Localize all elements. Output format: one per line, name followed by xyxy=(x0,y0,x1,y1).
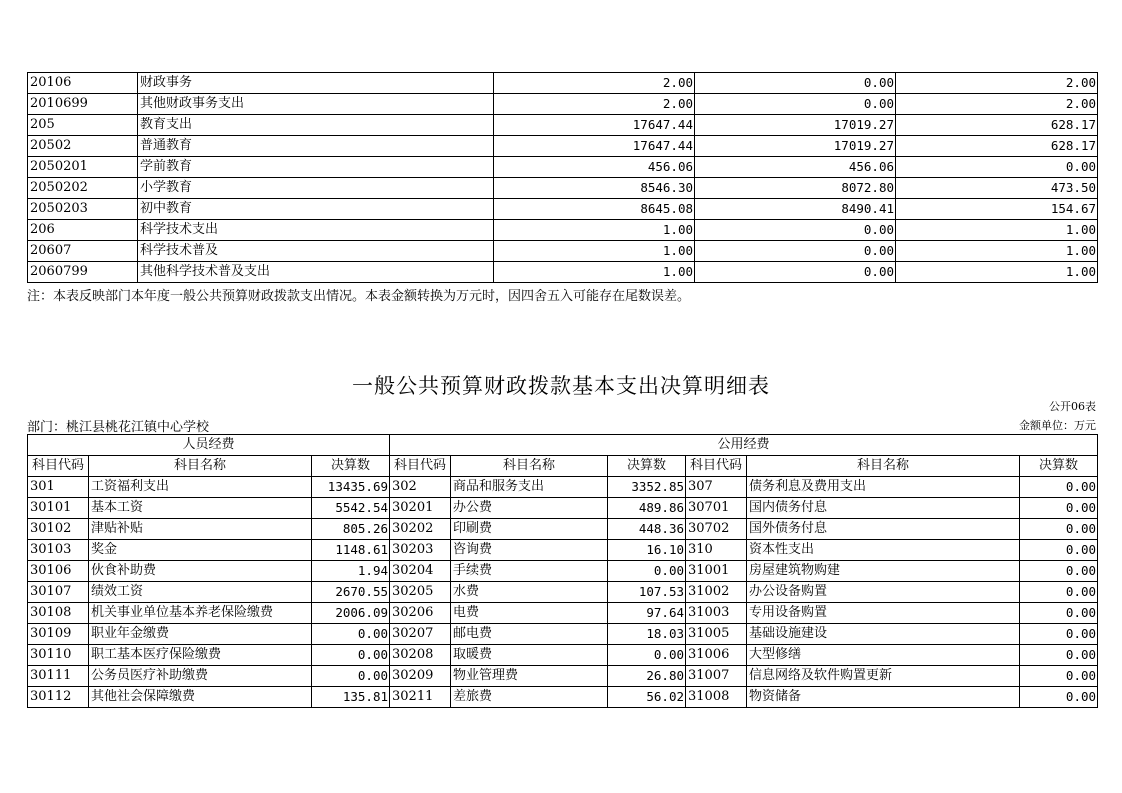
subject-code-cell: 2050202 xyxy=(28,178,138,199)
subject-name-cell: 教育支出 xyxy=(138,115,494,136)
table-row xyxy=(28,136,1098,157)
subject-name-cell: 其他财政事务支出 xyxy=(138,94,494,115)
total-amount-cell: 1.00 xyxy=(494,220,695,241)
basic-expense-cell: 17019.27 xyxy=(695,115,896,136)
personnel-name-cell: 其他社会保障缴费 xyxy=(89,687,312,708)
public-name-cell: 邮电费 xyxy=(451,624,608,645)
public-name-cell: 电费 xyxy=(451,603,608,624)
table-row xyxy=(28,561,1098,582)
public-code-cell: 30201 xyxy=(390,498,451,519)
col-amount-header: 决算数 xyxy=(1020,456,1098,477)
public-name-cell: 债务利息及费用支出 xyxy=(747,477,1020,498)
project-expense-cell: 2.00 xyxy=(896,73,1098,94)
table-row xyxy=(28,199,1098,220)
personnel-code-cell: 30112 xyxy=(28,687,89,708)
appropriation-expenditure-table xyxy=(27,72,1098,283)
public-amount-cell: 0.00 xyxy=(608,645,686,666)
public-code-cell: 31003 xyxy=(686,603,747,624)
public-amount-cell: 0.00 xyxy=(1020,582,1098,603)
project-expense-cell: 628.17 xyxy=(896,115,1098,136)
table-row xyxy=(28,519,1098,540)
personnel-amount-cell: 0.00 xyxy=(312,624,390,645)
personnel-name-cell: 公务员医疗补助缴费 xyxy=(89,666,312,687)
public-code-cell: 31005 xyxy=(686,624,747,645)
public-amount-cell: 0.00 xyxy=(1020,645,1098,666)
personnel-name-cell: 职工基本医疗保险缴费 xyxy=(89,645,312,666)
personnel-amount-cell: 805.26 xyxy=(312,519,390,540)
total-amount-cell: 17647.44 xyxy=(494,115,695,136)
subject-code-cell: 20607 xyxy=(28,241,138,262)
personnel-code-cell: 30101 xyxy=(28,498,89,519)
page-title: 一般公共预算财政拨款基本支出决算明细表 xyxy=(352,374,770,398)
personnel-amount-cell: 0.00 xyxy=(312,645,390,666)
subject-code-cell: 206 xyxy=(28,220,138,241)
public-name-cell: 大型修缮 xyxy=(747,645,1020,666)
basic-expense-cell: 0.00 xyxy=(695,220,896,241)
project-expense-cell: 1.00 xyxy=(896,220,1098,241)
group-public-header: 公用经费 xyxy=(390,435,1098,456)
public-name-cell: 专用设备购置 xyxy=(747,603,1020,624)
public-name-cell: 办公费 xyxy=(451,498,608,519)
public-name-cell: 信息网络及软件购置更新 xyxy=(747,666,1020,687)
public-name-cell: 商品和服务支出 xyxy=(451,477,608,498)
public-code-cell: 31006 xyxy=(686,645,747,666)
public-amount-cell: 26.80 xyxy=(608,666,686,687)
project-expense-cell: 1.00 xyxy=(896,262,1098,283)
personnel-amount-cell: 1148.61 xyxy=(312,540,390,561)
table-row xyxy=(28,178,1098,199)
table-row xyxy=(28,540,1098,561)
public-name-cell: 房屋建筑物购建 xyxy=(747,561,1020,582)
total-amount-cell: 8546.30 xyxy=(494,178,695,199)
personnel-name-cell: 基本工资 xyxy=(89,498,312,519)
group-personnel-header: 人员经费 xyxy=(28,435,390,456)
public-code-cell: 30206 xyxy=(390,603,451,624)
project-expense-cell: 2.00 xyxy=(896,94,1098,115)
total-amount-cell: 8645.08 xyxy=(494,199,695,220)
subject-code-cell: 20502 xyxy=(28,136,138,157)
public-name-cell: 水费 xyxy=(451,582,608,603)
subject-name-cell: 科学技术普及 xyxy=(138,241,494,262)
public-name-cell: 咨询费 xyxy=(451,540,608,561)
table-row xyxy=(28,687,1098,708)
subject-code-cell: 2050201 xyxy=(28,157,138,178)
public-amount-cell: 0.00 xyxy=(608,561,686,582)
basic-expense-cell: 8490.41 xyxy=(695,199,896,220)
table-row xyxy=(28,241,1098,262)
personnel-code-cell: 30106 xyxy=(28,561,89,582)
appropriation-table-body xyxy=(28,73,1098,283)
col-name-header: 科目名称 xyxy=(747,456,1020,477)
basic-expense-cell: 0.00 xyxy=(695,73,896,94)
subject-code-cell: 20106 xyxy=(28,73,138,94)
basic-expense-cell: 0.00 xyxy=(695,94,896,115)
public-amount-cell: 489.86 xyxy=(608,498,686,519)
public-amount-cell: 56.02 xyxy=(608,687,686,708)
basic-expense-cell: 456.06 xyxy=(695,157,896,178)
public-amount-cell: 0.00 xyxy=(1020,561,1098,582)
public-amount-cell: 0.00 xyxy=(1020,666,1098,687)
subject-code-cell: 2060799 xyxy=(28,262,138,283)
personnel-name-cell: 绩效工资 xyxy=(89,582,312,603)
subject-name-cell: 财政事务 xyxy=(138,73,494,94)
personnel-name-cell: 工资福利支出 xyxy=(89,477,312,498)
public-amount-cell: 16.10 xyxy=(608,540,686,561)
public-name-cell: 基础设施建设 xyxy=(747,624,1020,645)
public-amount-cell: 0.00 xyxy=(1020,687,1098,708)
public-code-cell: 307 xyxy=(686,477,747,498)
table-row xyxy=(28,498,1098,519)
public-code-cell: 31001 xyxy=(686,561,747,582)
public-code-cell: 302 xyxy=(390,477,451,498)
column-header-row xyxy=(28,456,1098,477)
personnel-code-cell: 30110 xyxy=(28,645,89,666)
personnel-code-cell: 30107 xyxy=(28,582,89,603)
personnel-amount-cell: 2006.09 xyxy=(312,603,390,624)
public-name-cell: 印刷费 xyxy=(451,519,608,540)
col-name-header: 科目名称 xyxy=(89,456,312,477)
public-amount-cell: 3352.85 xyxy=(608,477,686,498)
personnel-name-cell: 机关事业单位基本养老保险缴费 xyxy=(89,603,312,624)
public-name-cell: 手续费 xyxy=(451,561,608,582)
col-code-header: 科目代码 xyxy=(686,456,747,477)
public-code-cell: 30202 xyxy=(390,519,451,540)
total-amount-cell: 1.00 xyxy=(494,262,695,283)
public-code-cell: 31002 xyxy=(686,582,747,603)
public-amount-cell: 0.00 xyxy=(1020,498,1098,519)
total-amount-cell: 2.00 xyxy=(494,94,695,115)
subject-name-cell: 小学教育 xyxy=(138,178,494,199)
public-code-cell: 30208 xyxy=(390,645,451,666)
public-name-cell: 取暖费 xyxy=(451,645,608,666)
public-amount-cell: 0.00 xyxy=(1020,519,1098,540)
public-code-cell: 310 xyxy=(686,540,747,561)
public-amount-cell: 107.53 xyxy=(608,582,686,603)
subject-code-cell: 2050203 xyxy=(28,199,138,220)
basic-expense-cell: 8072.80 xyxy=(695,178,896,199)
public-name-cell: 国内债务付息 xyxy=(747,498,1020,519)
subject-name-cell: 其他科学技术普及支出 xyxy=(138,262,494,283)
table-row xyxy=(28,624,1098,645)
subject-name-cell: 科学技术支出 xyxy=(138,220,494,241)
public-name-cell: 资本性支出 xyxy=(747,540,1020,561)
public-code-cell: 31008 xyxy=(686,687,747,708)
project-expense-cell: 0.00 xyxy=(896,157,1098,178)
basic-expense-cell: 17019.27 xyxy=(695,136,896,157)
public-name-cell: 物资储备 xyxy=(747,687,1020,708)
personnel-code-cell: 30102 xyxy=(28,519,89,540)
personnel-name-cell: 伙食补助费 xyxy=(89,561,312,582)
group-header-row xyxy=(28,435,1098,456)
personnel-amount-cell: 1.94 xyxy=(312,561,390,582)
amount-unit-label: 金额单位：万元 xyxy=(1019,419,1096,432)
public-amount-cell: 0.00 xyxy=(1020,477,1098,498)
detail-table-body xyxy=(28,477,1098,708)
personnel-code-cell: 30103 xyxy=(28,540,89,561)
basic-expenditure-detail-table xyxy=(27,434,1098,708)
table-row xyxy=(28,603,1098,624)
public-name-cell: 物业管理费 xyxy=(451,666,608,687)
col-code-header: 科目代码 xyxy=(28,456,89,477)
public-code-cell: 30701 xyxy=(686,498,747,519)
personnel-code-cell: 30109 xyxy=(28,624,89,645)
public-amount-cell: 0.00 xyxy=(1020,624,1098,645)
public-code-cell: 30203 xyxy=(390,540,451,561)
personnel-code-cell: 30111 xyxy=(28,666,89,687)
table-row xyxy=(28,115,1098,136)
personnel-amount-cell: 13435.69 xyxy=(312,477,390,498)
personnel-amount-cell: 135.81 xyxy=(312,687,390,708)
public-code-cell: 30702 xyxy=(686,519,747,540)
subject-code-cell: 2010699 xyxy=(28,94,138,115)
project-expense-cell: 154.67 xyxy=(896,199,1098,220)
personnel-name-cell: 奖金 xyxy=(89,540,312,561)
personnel-name-cell: 职业年金缴费 xyxy=(89,624,312,645)
table-row xyxy=(28,262,1098,283)
personnel-code-cell: 301 xyxy=(28,477,89,498)
table-row xyxy=(28,666,1098,687)
table-row xyxy=(28,645,1098,666)
form-code: 公开06表 xyxy=(1049,400,1096,413)
personnel-amount-cell: 5542.54 xyxy=(312,498,390,519)
col-code-header: 科目代码 xyxy=(390,456,451,477)
table-row xyxy=(28,582,1098,603)
public-name-cell: 办公设备购置 xyxy=(747,582,1020,603)
table-row xyxy=(28,220,1098,241)
public-amount-cell: 0.00 xyxy=(1020,540,1098,561)
personnel-amount-cell: 2670.55 xyxy=(312,582,390,603)
project-expense-cell: 628.17 xyxy=(896,136,1098,157)
subject-name-cell: 学前教育 xyxy=(138,157,494,178)
public-code-cell: 30204 xyxy=(390,561,451,582)
public-name-cell: 国外债务付息 xyxy=(747,519,1020,540)
basic-expense-cell: 0.00 xyxy=(695,262,896,283)
table-row xyxy=(28,157,1098,178)
public-amount-cell: 97.64 xyxy=(608,603,686,624)
total-amount-cell: 456.06 xyxy=(494,157,695,178)
col-amount-header: 决算数 xyxy=(608,456,686,477)
public-amount-cell: 0.00 xyxy=(1020,603,1098,624)
total-amount-cell: 17647.44 xyxy=(494,136,695,157)
public-code-cell: 30209 xyxy=(390,666,451,687)
public-amount-cell: 448.36 xyxy=(608,519,686,540)
basic-expense-cell: 0.00 xyxy=(695,241,896,262)
public-code-cell: 30211 xyxy=(390,687,451,708)
col-name-header: 科目名称 xyxy=(451,456,608,477)
personnel-amount-cell: 0.00 xyxy=(312,666,390,687)
public-code-cell: 31007 xyxy=(686,666,747,687)
subject-name-cell: 初中教育 xyxy=(138,199,494,220)
table-row xyxy=(28,73,1098,94)
total-amount-cell: 2.00 xyxy=(494,73,695,94)
table-note: 注：本表反映部门本年度一般公共预算财政拨款支出情况。本表金额转换为万元时，因四舍五入可能存在尾数误差。 xyxy=(27,289,691,304)
total-amount-cell: 1.00 xyxy=(494,241,695,262)
table-row xyxy=(28,94,1098,115)
public-code-cell: 30207 xyxy=(390,624,451,645)
department-label: 部门：桃江县桃花江镇中心学校 xyxy=(27,420,210,435)
project-expense-cell: 473.50 xyxy=(896,178,1098,199)
personnel-code-cell: 30108 xyxy=(28,603,89,624)
project-expense-cell: 1.00 xyxy=(896,241,1098,262)
subject-name-cell: 普通教育 xyxy=(138,136,494,157)
table-row xyxy=(28,477,1098,498)
personnel-name-cell: 津贴补贴 xyxy=(89,519,312,540)
public-name-cell: 差旅费 xyxy=(451,687,608,708)
subject-code-cell: 205 xyxy=(28,115,138,136)
public-amount-cell: 18.03 xyxy=(608,624,686,645)
public-code-cell: 30205 xyxy=(390,582,451,603)
col-amount-header: 决算数 xyxy=(312,456,390,477)
